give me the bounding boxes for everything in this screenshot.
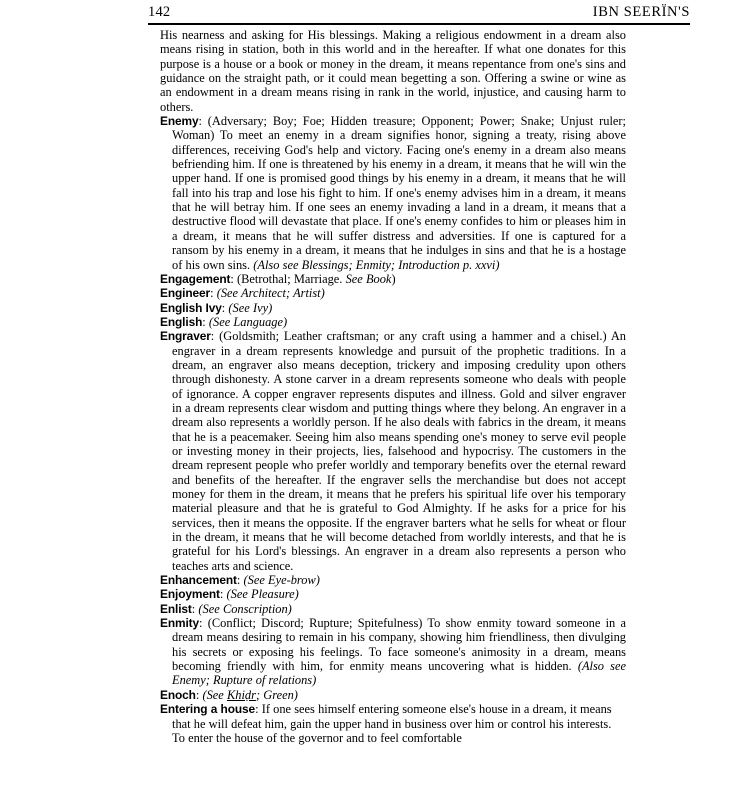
entry-cross-reference: (Also see Blessings; Enmity; Introduction p. xxvi) xyxy=(253,257,500,272)
entry-cross-reference: (Also see Enemy; Rupture of relations) xyxy=(172,659,626,688)
entry-headword: Engineer xyxy=(160,286,211,301)
entry-tail: ) xyxy=(391,271,396,286)
entry-cross-reference: (See Architect; Artist) xyxy=(216,286,325,301)
entry-body: : xyxy=(202,314,209,329)
entry-body: : xyxy=(219,587,227,602)
dictionary-entry xyxy=(160,616,626,688)
text-column xyxy=(160,28,626,745)
entry-cross-reference: (See Language) xyxy=(208,314,288,329)
dictionary-entry xyxy=(160,315,626,329)
entry-headword: Engagement xyxy=(160,271,231,286)
entry-headword: English xyxy=(160,314,203,329)
book-title: IBN SEERÏN'S xyxy=(592,4,690,20)
header-rule xyxy=(148,23,690,25)
running-head xyxy=(148,4,690,21)
entry-body: : (Goldsmith; Leather craftsman; or any craft using a hammer and a chisel.) An engraver in a dream represents knowledge and pursuit of the prophetic traditions. In a dream, an engraver also means deception, trickery and imposing credulity upon others through dishonesty. A stone carver in a dream represents someone who deals with people of ignorance. A copper engraver represents disputes and illness. Gold and silver engraver in a dream represents clear wisdom and putting things where they belong. An engraver in a dream also represents a worldly person. If he also deals with fabrics in the dream, it means that he is a peacemaker. Seeing him also means spending one's money to serve evil people or investing money in their projects, lies, falsehood and hypocrisy. The customers in the dream represent people who prefer worldly and temporary benefits over the eternal reward and benefits of the hereafter. If the engraver sells the merchandise but does not accept money for them in the dream, it means that he prefers his spiritual life over his temporary material pleasure and that he is grateful to God Almighty. If he asks for a price for his services, then it means the opposite. If the engraver barters what he sells for wheat or flour in the dream, it means that he will become detached from worldly interests, and that he is grateful for his Lord's blessings. An engraver in a dream also represents a person who teaches arts and science. xyxy=(172,329,626,573)
entry-cross-reference-suffix: ; Green) xyxy=(255,687,298,702)
entry-body: : (Adversary; Boy; Foe; Hidden treasure; Opponent; Power; Snake; Unjust ruler; Woman) To meet an enemy in a dream signifies honor, signing a treaty, rising above differences, receiving God's help and victory. Facing one's enemy in a dream also means befriending him. If one is threatened by his enemy in a dream, it means that he will win the upper hand. If one is promised good things by his enemy in a dream, it means that he will fall into his trap and lose his fight to him. If one's enemy advises him in a dream, it means that he will betray him. If one sees an enemy invading a land in a dream, it means that a destructive flood will devastate that place. If one's enemy confides to him or pleases him in a dream, it means that he will suffer distress and adversities. If one is captured for a ransom by his enemy in a dream, it means that he indulges in sins and that he is a hostage of his own sins. xyxy=(172,114,626,272)
entry-cross-reference-term: Khiḍr xyxy=(227,687,256,702)
entry-cross-reference: (See Eye-brow) xyxy=(243,573,320,588)
entry-cross-reference: (See Conscription) xyxy=(198,601,292,616)
carryover-paragraph xyxy=(160,28,626,114)
entry-body: : (Conflict; Discord; Rupture; Spitefulness) To show enmity toward someone in a dream means desiring to remain in his company, showing him friendliness, then divulging his secrets or exposing his feelings. To face someone's animosity in a dream, means becoming friendly with him, for enmity means uncovering what is hidden. xyxy=(172,616,626,674)
entry-cross-reference: (See Pleasure) xyxy=(226,587,299,602)
entry-headword: Enhancement xyxy=(160,573,237,588)
entry-headword: Enoch xyxy=(160,687,196,702)
entry-body: : xyxy=(236,573,244,588)
dictionary-entry xyxy=(160,286,626,300)
entry-headword: Enjoyment xyxy=(160,587,220,602)
dictionary-entry xyxy=(160,573,626,587)
entry-cross-reference: (See Ivy) xyxy=(228,300,273,315)
entry-headword: Enmity xyxy=(160,616,200,631)
entry-body: : (Betrothal; Marriage. xyxy=(230,271,346,286)
entry-body: : xyxy=(191,601,199,616)
dictionary-entry xyxy=(160,114,626,272)
entry-body: : If one sees himself entering someone else's house in a dream, it means that he will defeat him, gain the upper hand in business over him or control his interests. To enter the house of the governor and to feel comfortable xyxy=(172,702,612,745)
page-number: 142 xyxy=(148,4,171,20)
entry-body: : xyxy=(210,286,217,301)
entry-headword: Entering a house xyxy=(160,702,256,717)
entry-body: His nearness and asking for His blessings. Making a religious endowment in a dream also means rising in station, both in this world and in the hereafter. If what one donates for this purpose is a house or a book or money in the dream, it means repentance from one's sins and guidance on the straight path, or it could mean begetting a son. Offering a swine or wine as an endowment in a dream means rising in rank in the world, injustice, and causing harm to others. xyxy=(160,28,626,114)
dictionary-entry xyxy=(160,587,626,601)
dictionary-entry xyxy=(160,272,626,286)
entry-headword: Enemy xyxy=(160,114,199,129)
entry-headword: Engraver xyxy=(160,329,211,344)
entry-cross-reference-prefix: (See xyxy=(202,687,228,702)
entry-body: : xyxy=(195,687,203,702)
dictionary-entry xyxy=(160,688,626,702)
dictionary-entry xyxy=(160,702,626,745)
entry-cross-reference: See Book xyxy=(345,271,392,286)
dictionary-entry xyxy=(160,301,626,315)
dictionary-entry xyxy=(160,602,626,616)
entry-body: : xyxy=(221,300,229,315)
entry-headword: English Ivy xyxy=(160,300,222,315)
dictionary-entry xyxy=(160,329,626,573)
entry-headword: Enlist xyxy=(160,601,192,616)
